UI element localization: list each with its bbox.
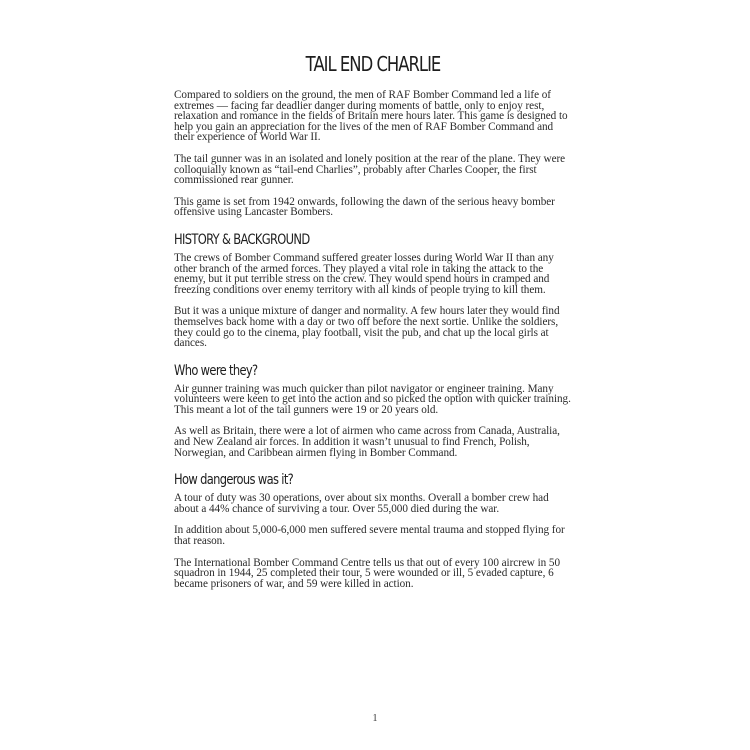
danger-paragraph-2: In addition about 5,000-6,000 men suffered severe mental trauma and stopped flying for that reason. xyxy=(174,524,565,548)
section-heading-history-background: HISTORY & BACKGROUND xyxy=(174,231,310,248)
danger-paragraph-3: The International Bomber Command Centre tells us that out of every 100 aircrew in 50 squadron in 1944, 25 completed their tour, 5 were wounded or ill, 5 evaded capture, 6 became prisoners of war, and 59 were killed in action. xyxy=(174,556,561,590)
history-paragraph-2: But it was a unique mixture of danger and normality. A few hours later they would find themselves back home with a day or two off before the next sortie. Unlike the soldiers, they could go to the cinema, play football, visit the pub, and chat up the local girls at dances. xyxy=(174,305,560,350)
page-number: 1 xyxy=(372,713,378,724)
who-paragraph-2: As well as Britain, there were a lot of airmen who came across from Canada, Australia, and New Zealand air forces. In addition it wasn’t unusual to find French, Polish, Norwegian, and Caribbean airmen flying in Bomber Command. xyxy=(174,425,560,459)
page-title: TAIL END CHARLIE xyxy=(305,52,441,76)
danger-paragraph-1: A tour of duty was 30 operations, over about six months. Overall a bomber crew had about a 44% chance of surviving a tour. Over 55,000 died during the war. xyxy=(174,492,549,515)
section-history-background xyxy=(174,230,572,349)
page-content xyxy=(174,48,572,600)
intro-paragraph-1: Compared to soldiers on the ground, the men of RAF Bomber Command led a life of extremes — facing far deadlier danger during moments of battle, only to enjoy rest, relaxation and romance in the fields of Britain mere hours later. This game is designed to help you gain an appreciation for the lives of the men of RAF Bomber Command and their experience of World War II. xyxy=(174,89,568,144)
history-paragraph-1: The crews of Bomber Command suffered greater losses during World War II than any other branch of the armed forces. They played a vital role in taking the attack to the enemy, but it put terrible stress on the crew. They would spend hours in cramped and freezing conditions over enemy territory with all kinds of people trying to kill them. xyxy=(174,251,554,296)
section-heading-who-were-they: Who were they? xyxy=(174,362,258,379)
intro-paragraph-3: This game is set from 1942 onwards, following the dawn of the serious heavy bomber offensive using Lancaster Bombers. xyxy=(174,195,555,219)
section-heading-how-dangerous: How dangerous was it? xyxy=(174,472,294,489)
intro-paragraph-2: The tail gunner was in an isolated and lonely position at the rear of the plane. They were colloquially known as “tail-end Charlies”, probably after Charles Cooper, the first commissioned rear gunner. xyxy=(174,152,566,187)
who-paragraph-1: Air gunner training was much quicker than pilot navigator or engineer training. Many volunteers were keen to get into the action and so picked the option with quicker training. This meant a lot of the tail gunners were 19 or 20 years old. xyxy=(174,382,571,416)
section-who-were-they xyxy=(174,361,572,459)
section-how-dangerous xyxy=(174,470,572,589)
